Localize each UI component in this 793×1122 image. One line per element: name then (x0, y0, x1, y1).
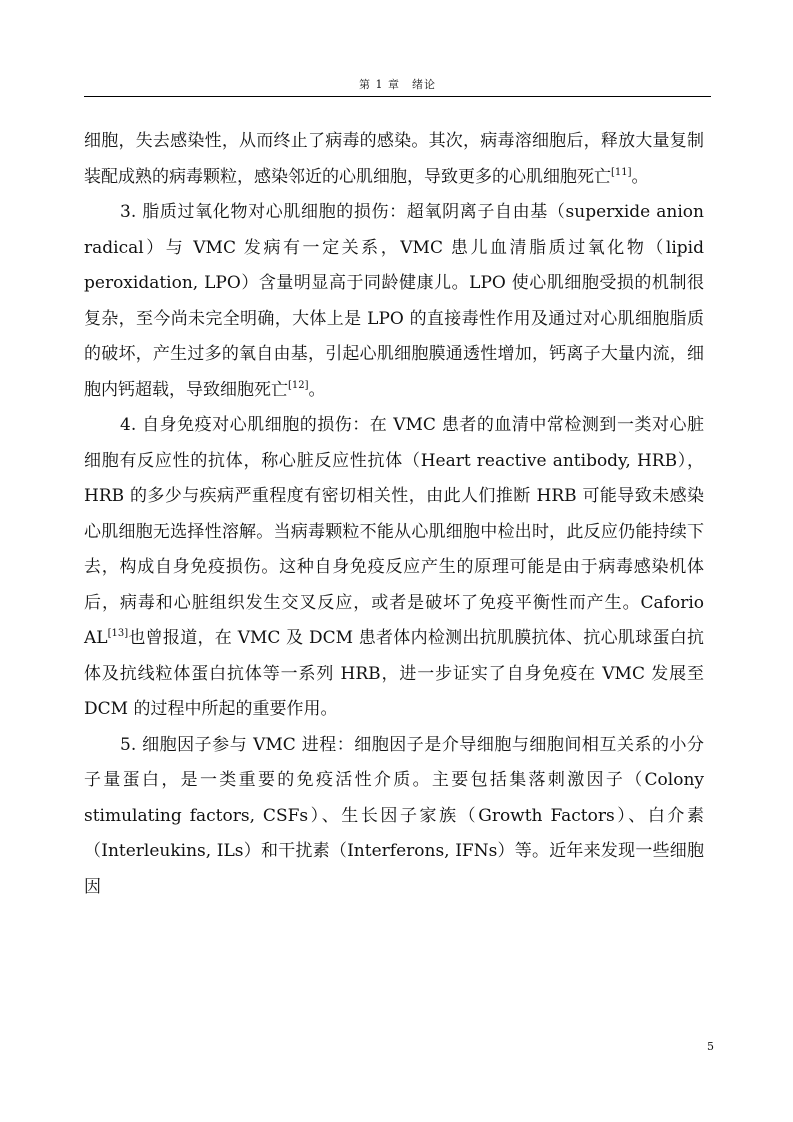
paragraph-text: 细胞，失去感染性，从而终止了病毒的感染。其次，病毒溶细胞后，释放大量复制装配成熟的病毒颗粒，感染邻近的心肌细胞，导致更多的心肌细胞死亡 (84, 131, 704, 187)
paragraph-text: 也曾报道，在 VMC 及 DCM 患者体内检测出抗肌膜抗体、抗心肌球蛋白抗体及抗线粒体蛋白抗体等一系列 HRB，进一步证实了自身免疫在 VMC 发展至 DCM 的过程中所起的重要作用。 (84, 628, 704, 719)
citation-ref: [13] (107, 628, 129, 639)
citation-ref: [12] (288, 379, 309, 391)
paragraph-text: 。 (308, 379, 326, 400)
paragraph (84, 728, 704, 906)
page-number: 5 (707, 1040, 714, 1053)
body-text (84, 124, 704, 905)
paragraph-text: 4. 自身免疫对心肌细胞的损伤：在 VMC 患者的血清中常检测到一类对心脏细胞有反应性的抗体，称心脏反应性抗体（Heart reactive antibody, HRB），HRB 的多少与疾病严重程度有密切相关性，由此人们推断 HRB 可能导致未感染心肌细胞无选择性溶解。当病毒颗粒不能从心肌细胞中检出时，此反应仍能持续下去，构成自身免疫损伤。这种自身免疫反应产生的原理可能是由于病毒感染机体后，病毒和心脏组织发生交叉反应，或者是破坏了免疫平衡性而产生。Caforio AL (84, 415, 704, 648)
paragraph (84, 124, 704, 195)
paragraph-text: 5. 细胞因子参与 VMC 进程：细胞因子是介导细胞与细胞间相互关系的小分子量蛋白，是一类重要的免疫活性介质。主要包括集落刺激因子（Colony stimulating factors, CSFs）、生长因子家族（Growth Factors）、白介素（Interleukins, ILs）和干扰素（Interferons, IFNs）等。近年来发现一些细胞因 (84, 734, 704, 897)
paragraph-text: 3. 脂质过氧化物对心肌细胞的损伤：超氧阴离子自由基（superxide anion radical）与 VMC 发病有一定关系，VMC 患儿血清脂质过氧化物（lipid peroxidation, LPO）含量明显高于同龄健康儿。LPO 使心肌细胞受损的机制很复杂，至今尚未完全明确，大体上是 LPO 的直接毒性作用及通过对心肌细胞脂质的破坏，产生过多的氧自由基，引起心肌细胞膜通透性增加，钙离子大量内流，细胞内钙超载，导致细胞死亡 (84, 202, 704, 400)
paragraph-text: 。 (631, 166, 649, 187)
paragraph (84, 195, 704, 408)
citation-ref: [11] (611, 166, 632, 178)
paragraph (84, 408, 704, 728)
header-rule (84, 96, 711, 97)
running-header: 第 1 章 绪论 (359, 78, 436, 91)
